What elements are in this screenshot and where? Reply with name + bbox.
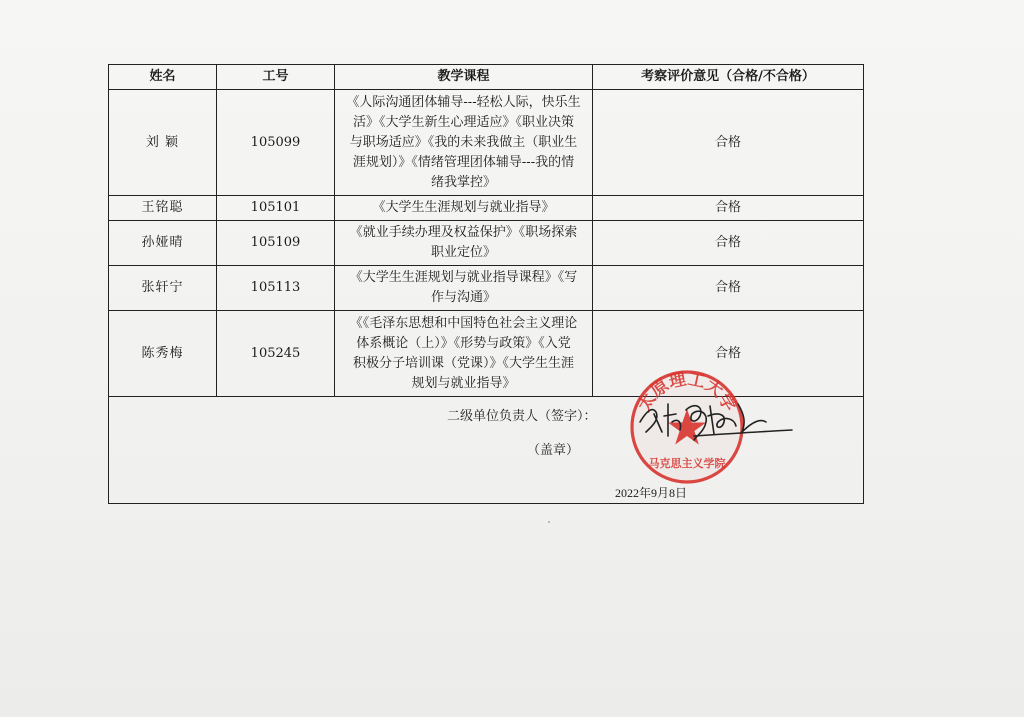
cell-course	[335, 311, 593, 397]
course-line: 职业定位》	[430, 245, 496, 260]
cell-id: 105113	[217, 266, 335, 311]
header-eval: 考察评价意见（合格/不合格）	[593, 65, 864, 90]
cell-id: 105109	[217, 221, 335, 266]
cell-eval: 合格	[593, 311, 864, 397]
table-row	[109, 266, 864, 311]
course-line: 《人际沟通团体辅导---轻松人际，快乐生	[346, 94, 581, 110]
cell-course	[335, 221, 593, 266]
course-line: 《大学生生涯规划与就业指导》	[372, 200, 555, 215]
signature-label: 二级单位负责人（签字）：	[447, 409, 597, 424]
course-line: 规划与就业指导》	[411, 375, 516, 391]
course-line: 《就业手续办理及权益保护》《职场探索	[349, 225, 578, 240]
cell-id: 105245	[217, 311, 335, 397]
course-line: 绪我掌控》	[430, 174, 496, 190]
course-line: 积极分子培训课（党课）》《大学生生涯	[352, 355, 574, 371]
seal-label: （盖章）	[527, 443, 580, 458]
course-line: 体系概论（上）》《形势与政策》《入党	[356, 335, 571, 351]
seal-arc-text: 太原理工大学	[634, 369, 740, 416]
course-line: 与职场适应》《我的未来我做主（职业生	[349, 134, 578, 150]
header-course: 教学课程	[335, 65, 593, 90]
cell-eval: 合格	[593, 266, 864, 311]
course-line: 涯规划）》《情绪管理团体辅导---我的情	[352, 154, 575, 170]
cell-eval: 合格	[593, 221, 864, 266]
course-line: 《大学生生涯规划与就业指导课程》《写	[349, 270, 578, 285]
table-header-row	[109, 65, 864, 90]
cell-name: 孙娅晴	[109, 221, 217, 266]
date-text: 2022年9月8日	[615, 486, 688, 500]
cell-name: 刘 颖	[109, 90, 217, 196]
table-row	[109, 196, 864, 221]
handwritten-signature	[634, 392, 794, 448]
header-name: 姓名	[109, 65, 217, 90]
scan-speck	[548, 521, 550, 523]
header-id: 工号	[217, 65, 335, 90]
cell-eval: 合格	[593, 90, 864, 196]
course-line: 《《毛泽东思想和中国特色社会主义理论	[349, 315, 578, 331]
cell-course	[335, 266, 593, 311]
cell-id: 105099	[217, 90, 335, 196]
cell-eval: 合格	[593, 196, 864, 221]
cell-name: 陈秀梅	[109, 311, 217, 397]
course-line: 作与沟通》	[430, 290, 496, 305]
course-line: 活》《大学生新生心理适应》《职业决策	[352, 114, 574, 130]
seal-bottom-text: 马克思主义学院	[648, 457, 726, 470]
cell-course	[335, 90, 593, 196]
cell-name: 张轩宁	[109, 266, 217, 311]
cell-id: 105101	[217, 196, 335, 221]
cell-course	[335, 196, 593, 221]
cell-name: 王铭聪	[109, 196, 217, 221]
table-row	[109, 311, 864, 397]
table-row	[109, 90, 864, 196]
table-row	[109, 221, 864, 266]
